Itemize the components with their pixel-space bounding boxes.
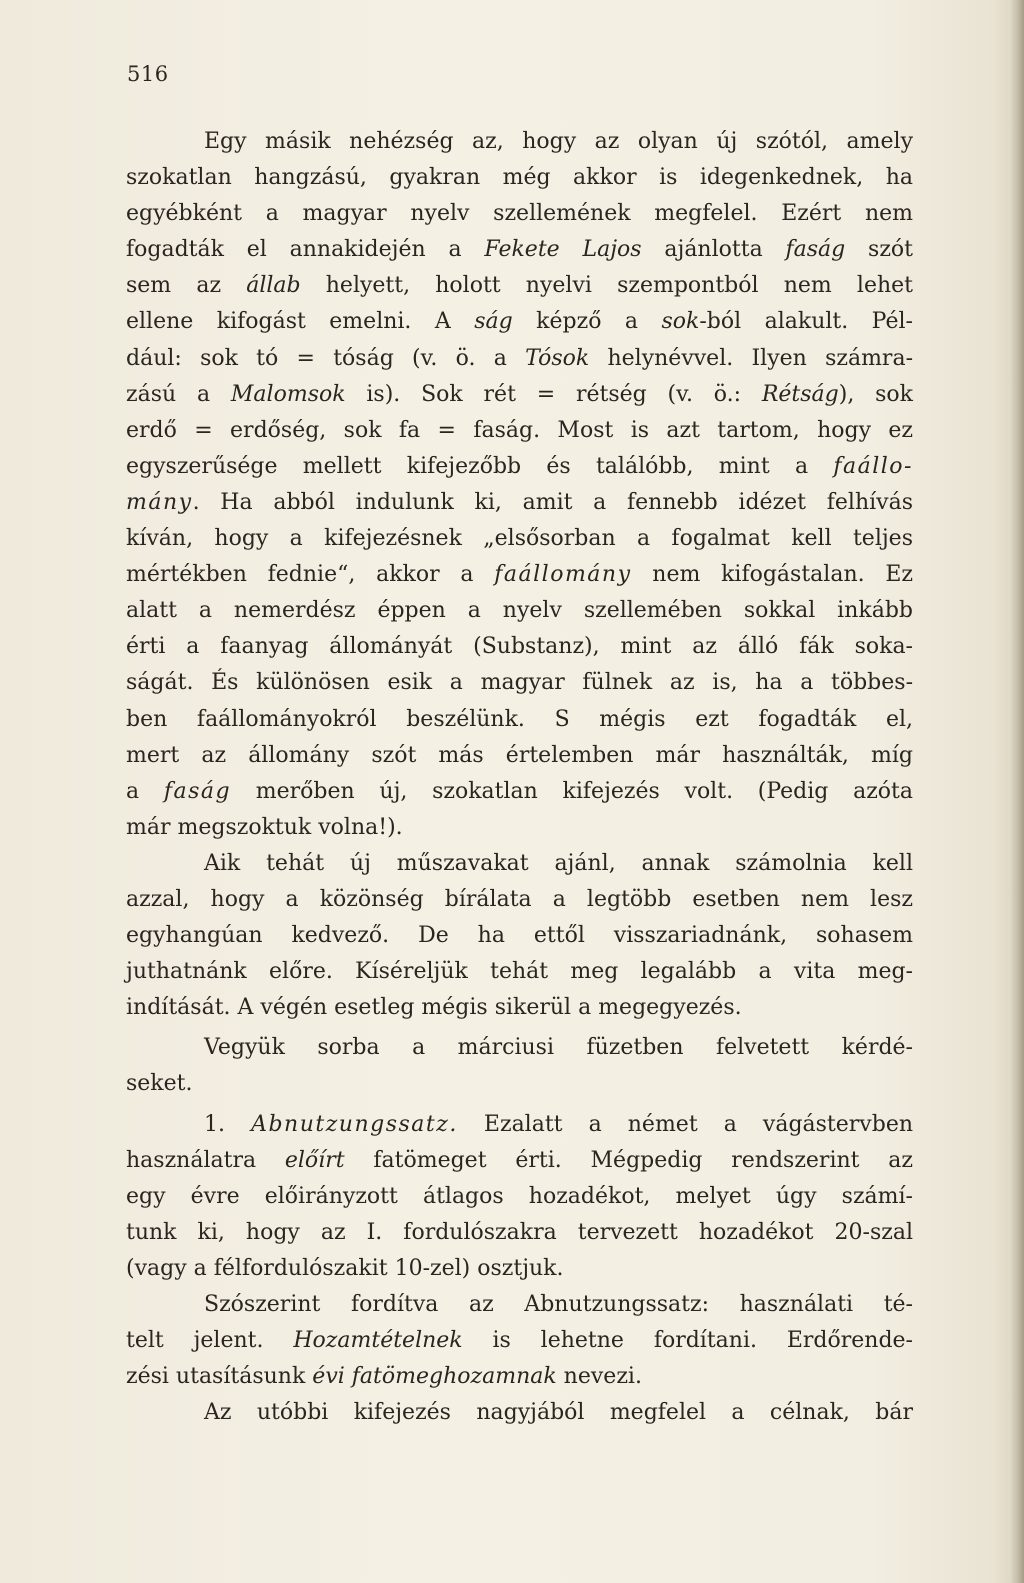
text-line: használatra előírt fatömeget érti. Mégpedig rendszerint az [126, 1147, 913, 1173]
text-line: Vegyük sorba a márciusi füzetben felvetett kérdé- [204, 1035, 913, 1061]
text-line: dául: sok tó = tóság (v. ö. a Tósok helynévvel. Ilyen számra- [126, 345, 914, 371]
text-line: alatt a nemerdész éppen a nyelv szellemében sokkal inkább [126, 598, 913, 624]
text-line: Aik tehát új műszavakat ajánl, annak számolnia kell [204, 850, 913, 876]
text-line: érti a faanyag állományát (Substanz), mint az álló fák soka- [126, 634, 913, 660]
text-line: indítását. A végén esetleg mégis sikerül a megegyezés. [126, 995, 742, 1021]
text-line: ellene kifogást emelni. A ság képző a sok-ból alakult. Pél- [126, 309, 913, 335]
body-text [126, 124, 913, 1431]
text-line: kíván, hogy a kifejezésnek „elsősorban a fogalmat kell teljes [126, 526, 913, 552]
text-line: egyébként a magyar nyelv szellemének megfelel. Ezért nem [126, 201, 913, 227]
text-line: seket. [126, 1071, 193, 1097]
text-line: a faság merőben új, szokatlan kifejezés volt. (Pedig azóta [126, 778, 913, 804]
text-line: Szószerint fordítva az Abnutzungssatz: használati té- [204, 1292, 913, 1317]
text-line: szokatlan hangzású, gyakran még akkor is idegenkednek, ha [126, 165, 913, 191]
text-line: 1. Abnutzungssatz. Ezalatt a német a vágástervben [204, 1111, 914, 1137]
text-line: fogadták el annakidején a Fekete Lajos ajánlotta faság szót [126, 237, 914, 263]
text-line: már megszoktuk volna!). [126, 814, 403, 840]
text-line: erdő = erdőség, sok fa = faság. Most is azt tartom, hogy ez [126, 417, 913, 443]
text-line: zású a Malomsok is). Sok rét = rétség (v. ö.: Rétság), sok [126, 381, 914, 407]
text-line: Egy másik nehézség az, hogy az olyan új szótól, amely [204, 129, 913, 154]
text-line: egyhangúan kedvező. De ha ettől visszariadnánk, sohasem [126, 923, 913, 949]
text-line: Az utóbbi kifejezés nagyjából megfelel a célnak, bár [204, 1400, 913, 1426]
text-line: egyszerűsége mellett kifejezőbb és találóbb, mint a faállo- [126, 453, 913, 479]
text-line: juthatnánk előre. Kíséreljük tehát meg legalább a vita meg- [126, 959, 913, 985]
text-line: (vagy a félfordulószakit 10-zel) osztjuk. [126, 1255, 564, 1281]
text-line: azzal, hogy a közönség bírálata a legtöbb esetben nem lesz [126, 886, 913, 912]
text-line: mértékben fednie“, akkor a faállomány nem kifogástalan. Ez [126, 562, 914, 588]
text-line: ságát. És különösen esik a magyar fülnek az is, ha a többes- [126, 670, 913, 696]
text-line: ben faállományokról beszélünk. S mégis ezt fogadták el, [126, 706, 913, 732]
text-line: mert az állomány szót más értelemben már használták, míg [126, 742, 913, 768]
text-line: zési utasításunk évi fatömeghozamnak nevezi. [126, 1364, 642, 1390]
text-line: mány. Ha abból indulunk ki, amit a fennebb idézet felhívás [126, 489, 913, 515]
page-spine-shadow [1010, 0, 1024, 1583]
text-line: egy évre előirányzott átlagos hozadékot, melyet úgy számí- [126, 1183, 913, 1209]
page-number: 516 [127, 62, 169, 86]
text-line: tunk ki, hogy az I. fordulószakra tervezett hozadékot 20-szal [126, 1219, 913, 1245]
text-line: sem az állab helyett, holott nyelvi szempontból nem lehet [126, 273, 913, 299]
text-line: telt jelent. Hozamtételnek is lehetne fordítani. Erdőrende- [126, 1328, 913, 1354]
